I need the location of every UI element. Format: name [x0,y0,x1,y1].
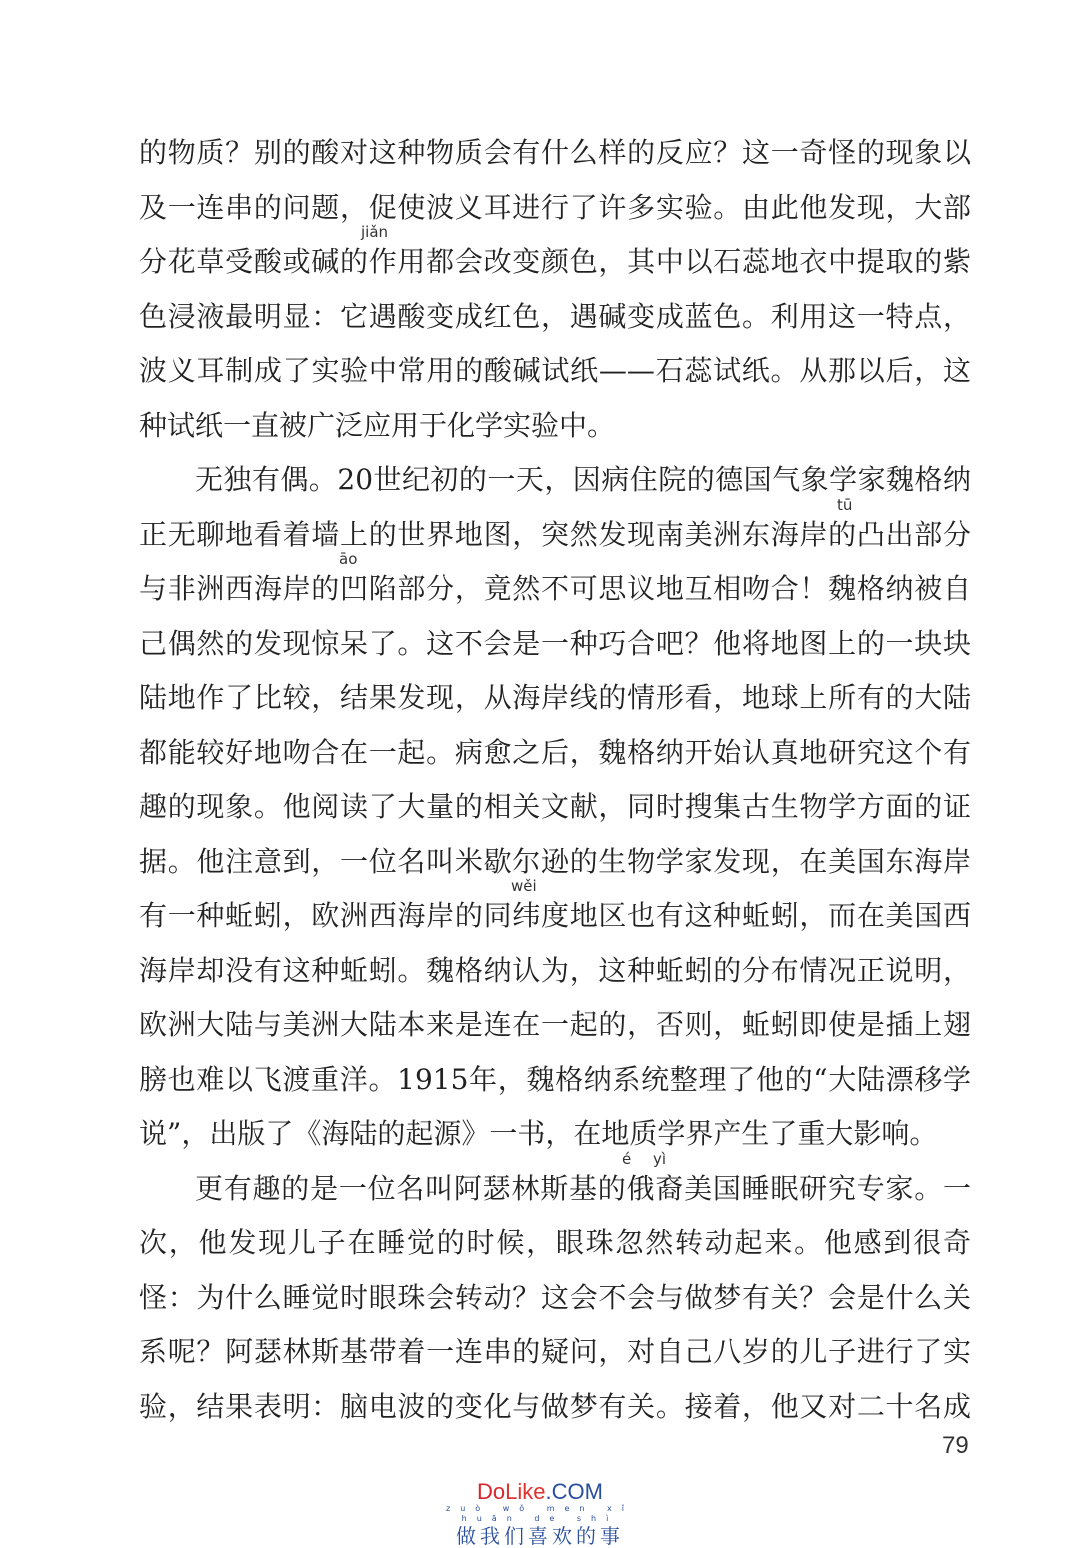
pinyin-annotation: wěi [511,877,537,895]
body-text [139,126,971,1434]
watermark-logo [440,1480,640,1504]
pinyin-annotation: jiǎn [361,223,389,241]
pinyin-annotation: yì [653,1149,667,1168]
line-text: 有一种蚯蚓，欧洲西海岸的同纬度地区也有这种蚯蚓，而在美国西 [139,899,971,932]
text-line: 趣的现象。他阅读了大量的相关文献，同时搜集古生物学方面的证 [139,790,971,823]
page-number: 79 [942,1432,969,1459]
text-line: 及一连串的问题，促使波义耳进行了许多实验。由此他发现，大部 [139,190,971,224]
text-line: 波义耳制成了实验中常用的酸碱试纸——石蕊试纸。从那以后，这 [139,354,971,387]
text-line: 无独有偶。20世纪初的一天，因病住院的德国气象学家魏格纳 [195,463,971,496]
text-line [139,495,971,563]
line-text: 与非洲西海岸的凹陷部分，竟然不可思议地互相吻合！魏格纳被自 [139,572,971,605]
text-line: 说”，出版了《海陆的起源》一书，在地质学界产生了重大影响。 [139,1117,938,1150]
pinyin-annotation: āo [339,550,358,568]
watermark-brand-do: Do [477,1479,506,1504]
pinyin-annotation: tū [837,495,853,514]
text-line: 怪：为什么睡觉时眼珠会转动？这会不会与做梦有关？会是什么关 [139,1280,971,1314]
line-text: 更有趣的是一位名叫阿瑟林斯基的俄裔美国睡眠研究专家。一 [195,1171,971,1205]
text-line: 色浸液最明显：它遇酸变成红色，遇碱变成蓝色。利用这一特点， [139,299,971,333]
line-text: 分花草受酸或碱的作用都会改变颜色，其中以石蕊地衣中提取的紫 [139,245,971,278]
watermark-slogan: 做我们喜欢的事 [456,1524,624,1548]
pinyin-annotation: é [622,1149,632,1168]
text-line: 膀也难以飞渡重洋。1915年，魏格纳系统整理了他的“大陆漂移学 [139,1062,971,1096]
line-text: 正无聊地看着墙上的世界地图，突然发现南美洲东海岸的凸出部分 [139,517,971,551]
text-line: 欧洲大陆与美洲大陆本来是连在一起的，否则，蚯蚓即使是插上翅 [139,1008,971,1041]
text-line: 己偶然的发现惊呆了。这不会是一种巧合吧？他将地图上的一块块 [139,626,971,660]
text-line: 验，结果表明：脑电波的变化与做梦有关。接着，他又对二十名成 [139,1389,971,1423]
text-line: 系呢？阿瑟林斯基带着一连串的疑问，对自己八岁的儿子进行了实 [139,1335,971,1368]
text-line: 海岸却没有这种蚯蚓。魏格纳认为，这种蚯蚓的分布情况正说明， [139,953,971,987]
text-line: 种试纸一直被广泛应用于化学实验中。 [139,408,616,442]
text-line: 次，他发现儿子在睡觉的时候，眼珠忽然转动起来。他感到很奇 [139,1226,971,1259]
text-line [139,550,971,617]
text-line [139,877,971,944]
watermark-pinyin: zuò wǒ men xǐ huān de shì [446,1504,634,1523]
text-line: 都能较好地吻合在一起。病愈之后，魏格纳开始认真地研究这个有 [139,735,971,769]
watermark-brand-com: .COM [545,1479,603,1504]
text-line: 据。他注意到，一位名叫米歇尔逊的生物学家发现，在美国东海岸 [139,844,971,878]
text-line: 陆地作了比较，结果发现，从海岸线的情形看，地球上所有的大陆 [139,681,971,714]
text-line [139,1149,971,1217]
site-watermark [440,1480,640,1548]
text-line [139,223,971,290]
watermark-brand-like: Like [505,1479,546,1504]
text-line: 的物质？别的酸对这种物质会有什么样的反应？这一奇怪的现象以 [139,136,971,169]
